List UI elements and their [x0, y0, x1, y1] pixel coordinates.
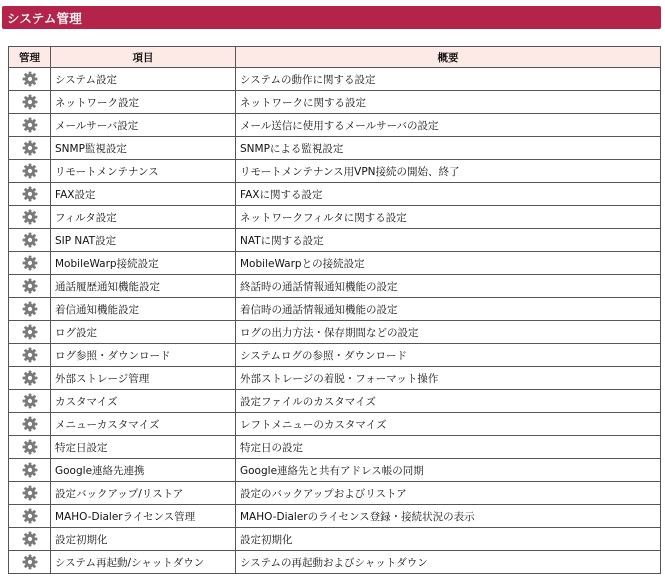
overview-cell: SNMPによる監視設定: [236, 137, 661, 160]
gear-icon[interactable]: [21, 277, 39, 295]
gear-icon[interactable]: [21, 461, 39, 479]
gear-icon[interactable]: [21, 530, 39, 548]
manage-cell: [9, 68, 51, 91]
item-cell: SNMP監視設定: [51, 137, 236, 160]
table-row: [9, 137, 661, 160]
manage-cell: [9, 459, 51, 482]
overview-cell: ネットワークフィルタに関する設定: [236, 206, 661, 229]
item-cell: ネットワーク設定: [51, 91, 236, 114]
gear-icon[interactable]: [21, 438, 39, 456]
gear-icon[interactable]: [21, 415, 39, 433]
manage-cell: [9, 275, 51, 298]
manage-cell: [9, 91, 51, 114]
manage-cell: [9, 137, 51, 160]
manage-cell: [9, 183, 51, 206]
overview-cell: システムの動作に関する設定: [236, 68, 661, 91]
overview-cell: ログの出力方法・保存期間などの設定: [236, 321, 661, 344]
manage-cell: [9, 114, 51, 137]
gear-icon[interactable]: [21, 369, 39, 387]
gear-icon[interactable]: [21, 553, 39, 571]
gear-icon[interactable]: [21, 507, 39, 525]
overview-cell: システムログの参照・ダウンロード: [236, 344, 661, 367]
item-cell: MobileWarp接続設定: [51, 252, 236, 275]
overview-cell: MobileWarpとの接続設定: [236, 252, 661, 275]
item-cell: リモートメンテナンス: [51, 160, 236, 183]
manage-cell: [9, 206, 51, 229]
gear-icon[interactable]: [21, 484, 39, 502]
table-row: [9, 390, 661, 413]
system-management-table: [8, 46, 661, 574]
item-cell: Google連絡先連携: [51, 459, 236, 482]
table-row: [9, 252, 661, 275]
overview-cell: MAHO-Dialerのライセンス登録・接続状況の表示: [236, 505, 661, 528]
manage-cell: [9, 160, 51, 183]
item-cell: 設定初期化: [51, 528, 236, 551]
item-cell: 設定バックアップ/リストア: [51, 482, 236, 505]
table-row: [9, 482, 661, 505]
manage-cell: [9, 551, 51, 574]
item-cell: 通話履歴通知機能設定: [51, 275, 236, 298]
gear-icon[interactable]: [21, 162, 39, 180]
gear-icon[interactable]: [21, 116, 39, 134]
item-cell: メニューカスタマイズ: [51, 413, 236, 436]
item-cell: SIP NAT設定: [51, 229, 236, 252]
gear-icon[interactable]: [21, 392, 39, 410]
table-row: [9, 229, 661, 252]
overview-cell: システムの再起動およびシャットダウン: [236, 551, 661, 574]
gear-icon[interactable]: [21, 231, 39, 249]
manage-cell: [9, 505, 51, 528]
manage-cell: [9, 482, 51, 505]
manage-cell: [9, 229, 51, 252]
overview-cell: FAXに関する設定: [236, 183, 661, 206]
table-row: [9, 413, 661, 436]
gear-icon[interactable]: [21, 300, 39, 318]
item-cell: カスタマイズ: [51, 390, 236, 413]
manage-cell: [9, 344, 51, 367]
manage-cell: [9, 528, 51, 551]
table-body: [9, 68, 661, 574]
table-row: [9, 367, 661, 390]
item-cell: システム再起動/シャットダウン: [51, 551, 236, 574]
table-row: [9, 551, 661, 574]
item-cell: メールサーバ設定: [51, 114, 236, 137]
column-header-manage: 管理: [9, 47, 51, 68]
item-cell: フィルタ設定: [51, 206, 236, 229]
item-cell: システム設定: [51, 68, 236, 91]
table-row: [9, 436, 661, 459]
manage-cell: [9, 436, 51, 459]
overview-cell: 終話時の通話情報通知機能の設定: [236, 275, 661, 298]
overview-cell: 着信時の通話情報通知機能の設定: [236, 298, 661, 321]
overview-cell: 設定のバックアップおよびリストア: [236, 482, 661, 505]
overview-cell: リモートメンテナンス用VPN接続の開始、終了: [236, 160, 661, 183]
gear-icon[interactable]: [21, 185, 39, 203]
column-header-overview: 概要: [236, 47, 661, 68]
table-row: [9, 68, 661, 91]
manage-cell: [9, 252, 51, 275]
gear-icon[interactable]: [21, 323, 39, 341]
table-row: [9, 206, 661, 229]
table-row: [9, 528, 661, 551]
item-cell: ログ設定: [51, 321, 236, 344]
table-row: [9, 321, 661, 344]
table-row: [9, 183, 661, 206]
page-title: システム管理: [7, 10, 82, 26]
overview-cell: NATに関する設定: [236, 229, 661, 252]
table-row: [9, 298, 661, 321]
gear-icon[interactable]: [21, 346, 39, 364]
table-row: [9, 344, 661, 367]
item-cell: 着信通知機能設定: [51, 298, 236, 321]
overview-cell: レフトメニューのカスタマイズ: [236, 413, 661, 436]
manage-cell: [9, 298, 51, 321]
manage-cell: [9, 390, 51, 413]
table-row: [9, 505, 661, 528]
gear-icon[interactable]: [21, 254, 39, 272]
gear-icon[interactable]: [21, 139, 39, 157]
item-cell: FAX設定: [51, 183, 236, 206]
item-cell: 特定日設定: [51, 436, 236, 459]
item-cell: 外部ストレージ管理: [51, 367, 236, 390]
overview-cell: 設定ファイルのカスタマイズ: [236, 390, 661, 413]
item-cell: ログ参照・ダウンロード: [51, 344, 236, 367]
overview-cell: 外部ストレージの着脱・フォーマット操作: [236, 367, 661, 390]
overview-cell: ネットワークに関する設定: [236, 91, 661, 114]
overview-cell: 設定初期化: [236, 528, 661, 551]
manage-cell: [9, 367, 51, 390]
table-row: [9, 114, 661, 137]
table-header-row: [9, 47, 661, 68]
overview-cell: メール送信に使用するメールサーバの設定: [236, 114, 661, 137]
table-row: [9, 160, 661, 183]
overview-cell: Google連絡先と共有アドレス帳の同期: [236, 459, 661, 482]
table-row: [9, 459, 661, 482]
item-cell: MAHO-Dialerライセンス管理: [51, 505, 236, 528]
manage-cell: [9, 321, 51, 344]
table-row: [9, 275, 661, 298]
overview-cell: 特定日の設定: [236, 436, 661, 459]
table-row: [9, 91, 661, 114]
page-title-bar: [2, 6, 661, 29]
gear-icon[interactable]: [21, 208, 39, 226]
column-header-item: 項目: [51, 47, 236, 68]
manage-cell: [9, 413, 51, 436]
gear-icon[interactable]: [21, 70, 39, 88]
gear-icon[interactable]: [21, 93, 39, 111]
